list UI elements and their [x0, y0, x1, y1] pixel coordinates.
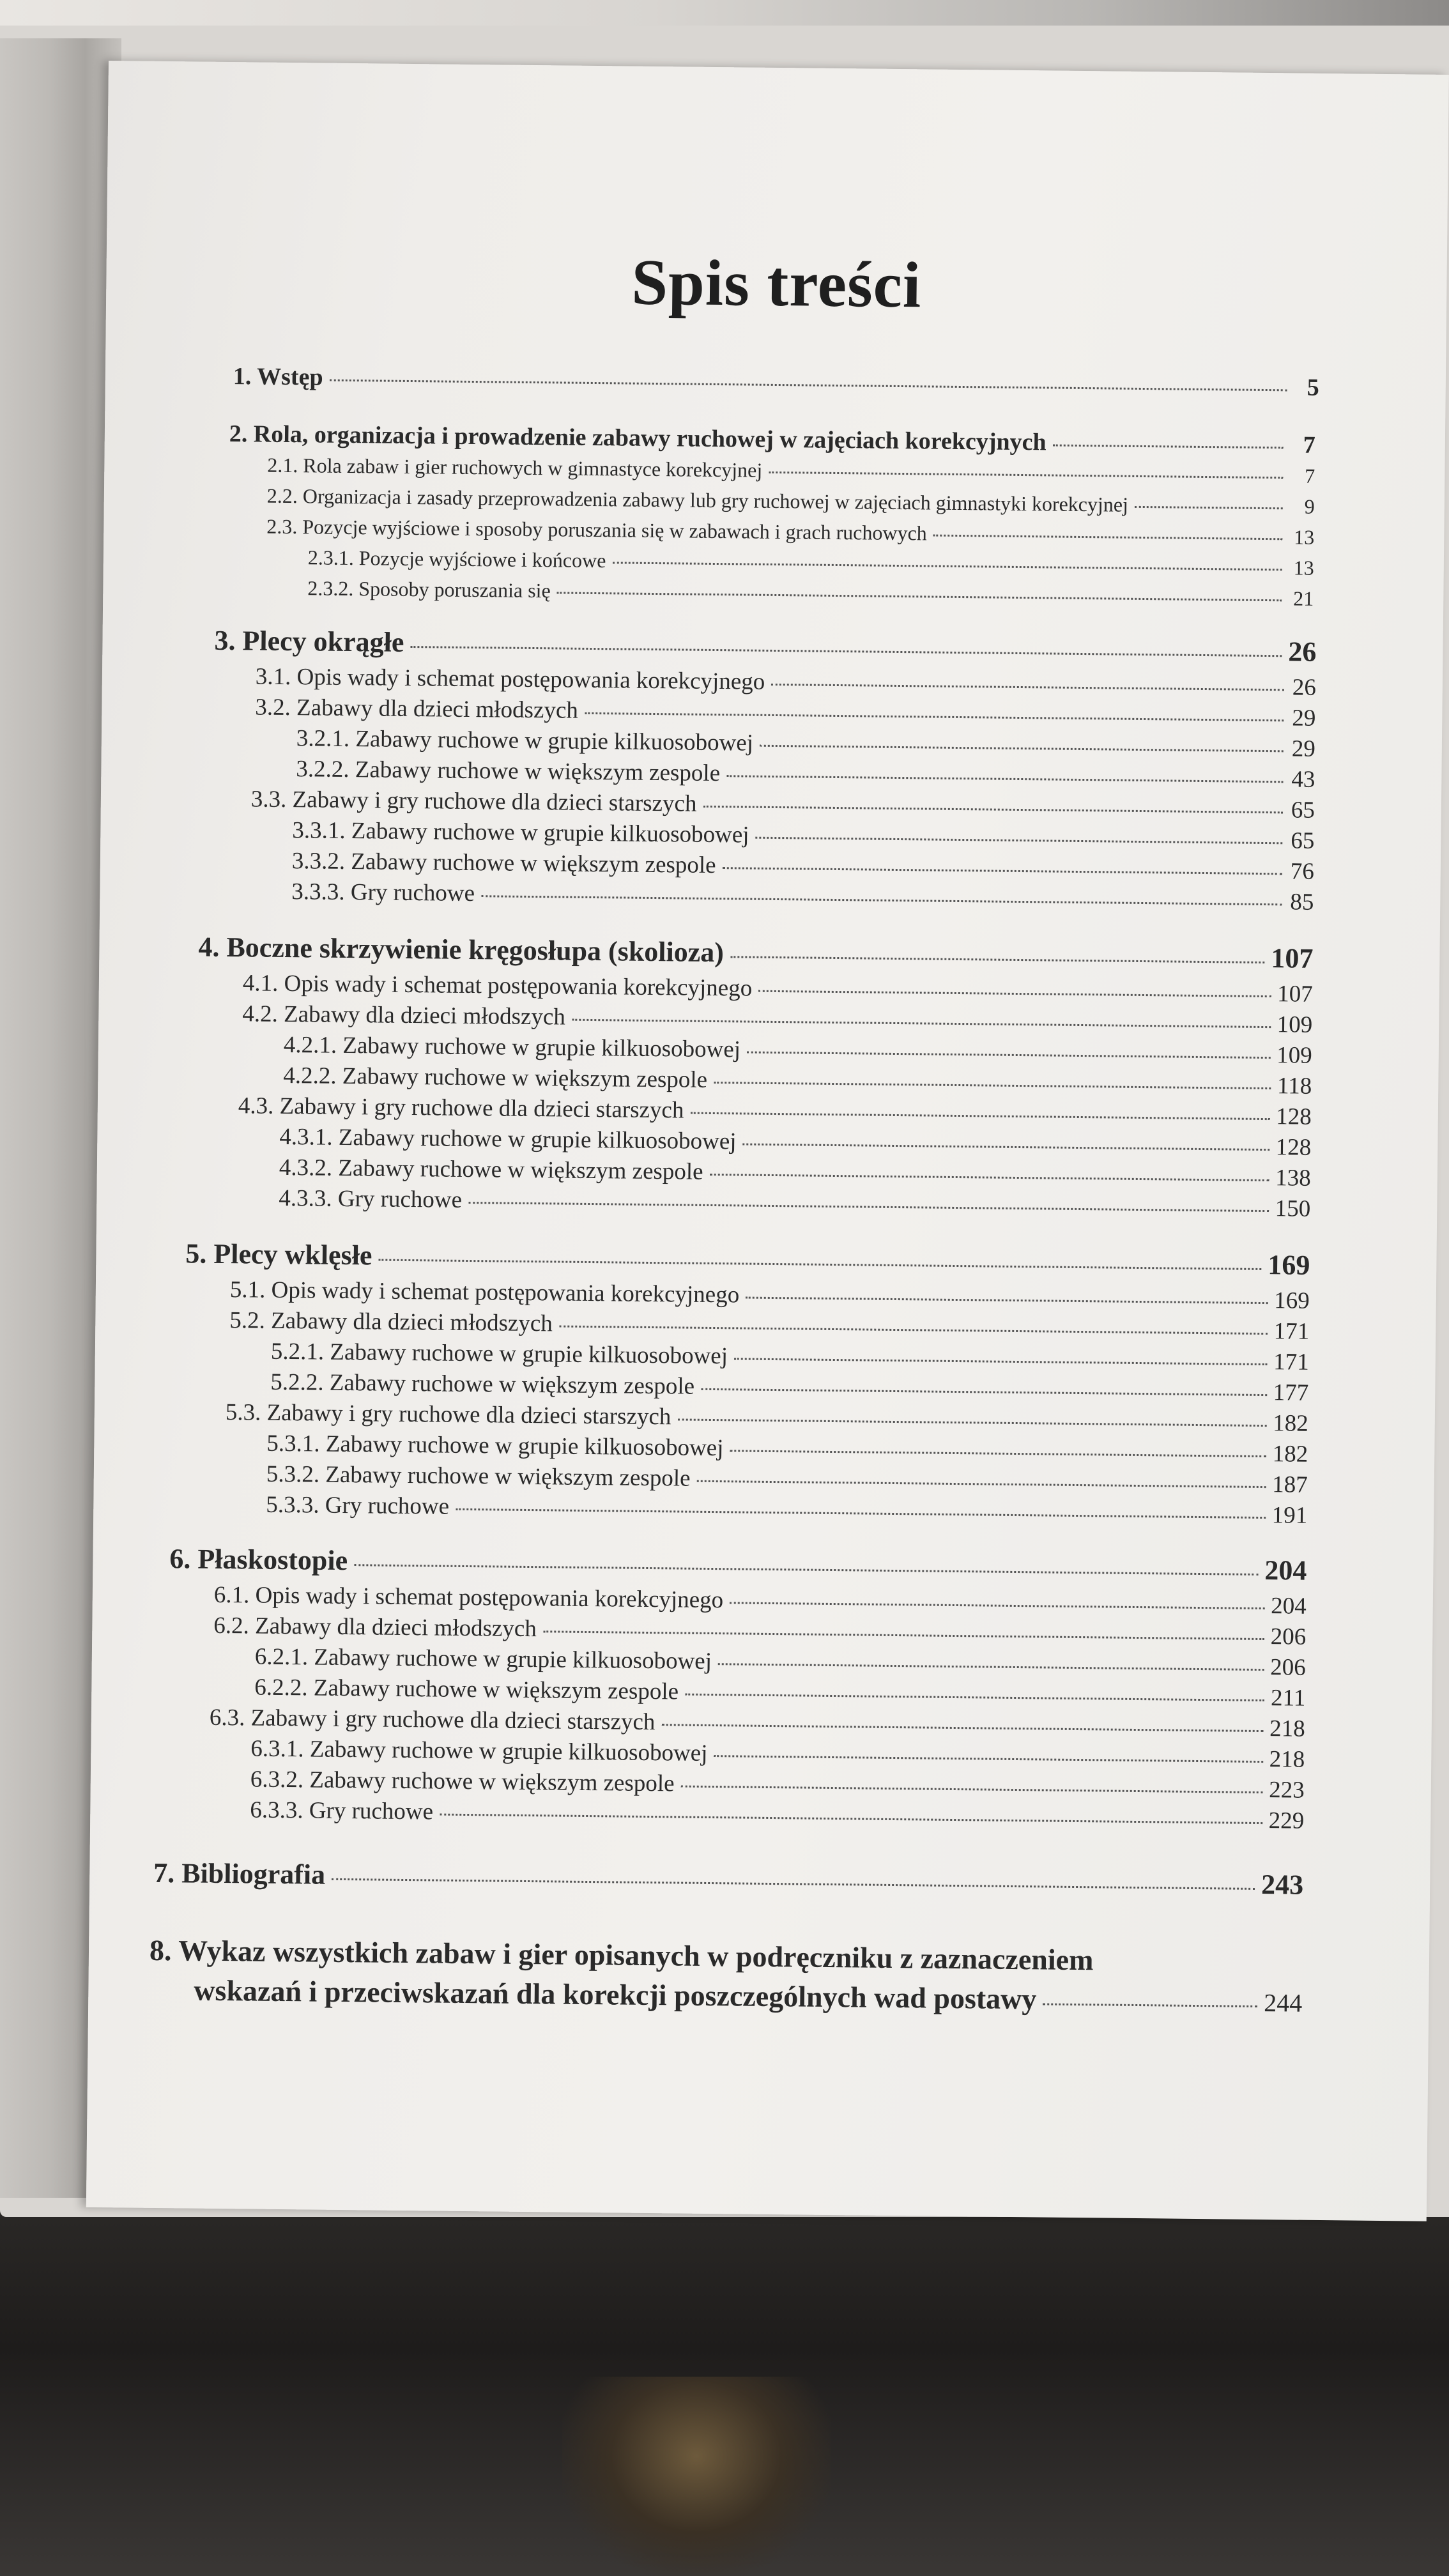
dot-leader [718, 1663, 1264, 1671]
toc-entry-1 [233, 362, 1319, 402]
entry-label: 5.3. Zabawy i gry ruchowe dla dzieci starszych [225, 1399, 671, 1430]
entry-label: 2.3.1. Pozycje wyjściowe i końcowe [307, 546, 606, 572]
dot-leader [680, 1786, 1262, 1794]
entry-page: 177 [1273, 1379, 1309, 1406]
dot-leader [585, 712, 1284, 721]
entry-label: 6. Płaskostopie [169, 1543, 348, 1577]
entry-label: 4. Boczne skrzywienie kręgosłupa (skolioza) [198, 931, 724, 969]
dot-leader [730, 956, 1264, 963]
entry-page: 13 [1294, 525, 1315, 549]
entry-label: 3.2.2. Zabawy ruchowe w większym zespole [296, 756, 721, 787]
entry-label: 6.3. Zabawy i gry ruchowe dla dzieci starszych [209, 1704, 656, 1736]
page-title: Spis treści [631, 246, 922, 322]
dot-leader [703, 806, 1282, 814]
book-page [86, 61, 1449, 2221]
entry-page: 171 [1273, 1349, 1309, 1376]
dot-leader [330, 379, 1287, 392]
toc-entry-2 [229, 420, 1315, 459]
entry-label: 4.1. Opis wady i schemat postępowania korekcyjnego [242, 970, 753, 1002]
dot-leader [661, 1724, 1263, 1732]
entry-page: 13 [1293, 556, 1314, 579]
entry-label: 5.2. Zabawy dla dzieci młodszych [229, 1307, 553, 1337]
entry-page: 206 [1270, 1654, 1306, 1681]
dot-leader [410, 646, 1282, 657]
entry-page: 76 [1290, 858, 1315, 885]
entry-page: 7 [1305, 464, 1315, 487]
dot-leader [332, 1878, 1255, 1890]
entry-page: 107 [1277, 981, 1314, 1008]
entry-page: 107 [1271, 942, 1314, 974]
dot-leader [758, 990, 1271, 997]
entry-label: 6.3.2. Zabawy ruchowe w większym zespole [250, 1766, 675, 1797]
dot-leader [612, 562, 1282, 571]
entry-page: 244 [1264, 1988, 1303, 2018]
entry-label: 2.3. Pozycje wyjściowe i sposoby poruszania się w zabawach i grach ruchowych [266, 514, 927, 545]
toc-entry-2-3-2 [307, 576, 1314, 610]
entry-label: 4.3.3. Gry ruchowe [279, 1184, 463, 1213]
entry-page: 169 [1274, 1287, 1310, 1314]
dot-leader [734, 1358, 1267, 1365]
entry-label: 3.2. Zabawy dla dzieci młodszych [255, 694, 579, 724]
dot-leader [710, 1174, 1269, 1181]
entry-page: 43 [1291, 766, 1315, 793]
entry-label: 5. Plecy wklęsłe [185, 1238, 372, 1271]
entry-label: 5.3.1. Zabawy ruchowe w grupie kilkuosobowej [266, 1430, 724, 1462]
entry-label: 2.1. Rola zabaw i gier ruchowych w gimnastyce korekcyjnej [267, 453, 763, 482]
dot-leader [723, 867, 1282, 875]
entry-label: 4.2. Zabawy dla dzieci młodszych [242, 1000, 566, 1031]
entry-label: 6.3.3. Gry ruchowe [250, 1797, 434, 1825]
dot-leader [468, 1202, 1269, 1212]
entry-page: 109 [1276, 1042, 1313, 1069]
toc-entry-2-1 [267, 454, 1315, 488]
dot-leader [747, 1052, 1270, 1059]
dot-leader [1135, 506, 1283, 509]
dot-leader [378, 1259, 1261, 1270]
entry-page: 128 [1275, 1134, 1312, 1161]
dot-leader [714, 1082, 1271, 1089]
desk-light-reflection [562, 2377, 831, 2576]
toc-entry-5 [185, 1237, 1310, 1281]
entry-label: 6.1. Opis wady i schemat postępowania korekcyjnego [213, 1581, 724, 1614]
entry-label: 6.2. Zabawy dla dzieci młodszych [213, 1612, 537, 1643]
entry-label: 3.2.1. Zabawy ruchowe w grupie kilkuosobowej [296, 725, 754, 756]
dot-leader [730, 1450, 1266, 1457]
entry-label: 5.3.2. Zabawy ruchowe w większym zespole [266, 1460, 691, 1492]
entry-page: 26 [1288, 636, 1317, 668]
entry-page: 211 [1270, 1685, 1306, 1712]
entry-label: 5.2.1. Zabawy ruchowe w grupie kilkuosobowej [270, 1338, 728, 1370]
dot-leader [690, 1112, 1269, 1120]
entry-page: 85 [1290, 889, 1314, 916]
dot-leader [559, 1325, 1268, 1335]
dot-leader [760, 745, 1284, 753]
toc-entry-3 [214, 624, 1316, 668]
dot-leader [1043, 2003, 1257, 2007]
entry-label: 3.3.2. Zabawy ruchowe w większym zespole [291, 848, 716, 879]
entry-page: 187 [1272, 1471, 1308, 1498]
entry-label: 6.3.1. Zabawy ruchowe w grupie kilkuosobowej [250, 1735, 708, 1767]
dot-leader [572, 1019, 1271, 1028]
entry-label: 4.3. Zabawy i gry ruchowe dla dzieci starszych [238, 1092, 684, 1124]
entry-page: 65 [1291, 827, 1315, 854]
dot-leader [1053, 445, 1284, 449]
entry-page: 109 [1276, 1011, 1313, 1038]
toc-entry-8-line1: 8. Wykaz wszystkich zabaw i gier opisanych w podręczniku z zaznaczeniem [149, 1933, 1094, 1977]
entry-page: 5 [1307, 374, 1319, 401]
entry-page: 9 [1304, 494, 1315, 518]
entry-page: 223 [1269, 1777, 1305, 1804]
entry-page: 171 [1273, 1318, 1310, 1345]
dot-leader [440, 1814, 1262, 1824]
entry-label: 5.1. Opis wady i schemat postępowania korekcyjnego [229, 1276, 740, 1308]
entry-page: 138 [1275, 1165, 1311, 1192]
dot-leader [697, 1480, 1266, 1488]
entry-label: 3.1. Opis wady i schemat postępowania korekcyjnego [255, 663, 765, 695]
dot-leader [933, 535, 1283, 540]
entry-label: 3.3. Zabawy i gry ruchowe dla dzieci starszych [250, 786, 697, 817]
dot-leader [456, 1508, 1266, 1519]
toc-entry-7 [153, 1857, 1303, 1901]
dot-leader [701, 1388, 1267, 1396]
entry-page: 229 [1268, 1807, 1305, 1834]
entry-page: 128 [1276, 1103, 1312, 1130]
entry-label: 7. Bibliografia [153, 1857, 326, 1890]
entry-page: 191 [1271, 1502, 1308, 1529]
dot-leader [481, 895, 1282, 905]
entry-page: 243 [1261, 1869, 1304, 1901]
entry-label: 4.2.2. Zabawy ruchowe w większym zespole [283, 1062, 708, 1093]
toc-entry-2-3 [266, 515, 1314, 549]
entry-page: 182 [1272, 1441, 1308, 1468]
entry-label: 6.2.2. Zabawy ruchowe w większym zespole [254, 1674, 679, 1705]
entry-page: 118 [1276, 1073, 1312, 1100]
entry-label: 5.2.2. Zabawy ruchowe w większym zespole [270, 1368, 695, 1400]
dot-leader [685, 1694, 1264, 1701]
entry-label: 4.3.1. Zabawy ruchowe w grupie kilkuosobowej [279, 1123, 737, 1155]
entry-label: 2.2. Organizacja i zasady przeprowadzenia zabawy lub gry ruchowej w zajęciach gimnastyki korekcyjnej [266, 484, 1129, 516]
entry-page: 7 [1303, 431, 1316, 459]
table-of-contents [86, 61, 1449, 2221]
dot-leader [714, 1755, 1262, 1763]
entry-page: 29 [1292, 705, 1316, 732]
dot-leader [755, 837, 1282, 845]
entry-page: 29 [1291, 735, 1316, 762]
entry-page: 204 [1271, 1593, 1307, 1620]
entry-label: 5.3.3. Gry ruchowe [266, 1491, 450, 1520]
dot-leader [677, 1418, 1266, 1427]
entry-page: 150 [1275, 1195, 1311, 1222]
entry-label: 3. Plecy okrągłe [214, 624, 404, 658]
entry-label: 6.2.1. Zabawy ruchowe w grupie kilkuosobowej [254, 1643, 712, 1675]
entry-label: 2.3.2. Sposoby poruszania się [307, 576, 551, 602]
entry-label: 2. Rola, organizacja i prowadzenie zabawy ruchowej w zajęciach korekcyjnych [229, 420, 1046, 456]
toc-entry-4 [198, 931, 1313, 975]
dot-leader [557, 592, 1282, 601]
entry-page: 169 [1268, 1249, 1310, 1281]
dot-leader [730, 1602, 1264, 1609]
dot-leader [746, 1297, 1268, 1305]
entry-page: 218 [1269, 1715, 1305, 1742]
toc-entry-2-3-1 [308, 546, 1314, 579]
dot-leader [726, 775, 1283, 783]
dot-leader [742, 1143, 1269, 1151]
entry-label: 4.3.2. Zabawy ruchowe w większym zespole [279, 1154, 703, 1185]
entry-label: 4.2.1. Zabawy ruchowe w grupie kilkuosobowej [283, 1031, 741, 1063]
entry-label: 3.3.3. Gry ruchowe [291, 878, 475, 907]
toc-entry-2-2 [267, 484, 1315, 519]
dot-leader [769, 471, 1283, 479]
dot-leader [543, 1630, 1264, 1640]
entry-label: 3.3.1. Zabawy ruchowe w grupie kilkuosobowej [292, 817, 749, 848]
entry-label: 1. Wstęp [233, 363, 323, 391]
toc-entry-8-line2 [194, 1974, 1302, 2019]
entry-page: 218 [1269, 1746, 1305, 1773]
entry-page: 204 [1264, 1554, 1307, 1586]
entry-page: 21 [1293, 586, 1314, 610]
dot-leader [354, 1564, 1258, 1575]
entry-label: wskazań i przeciwskazań dla korekcji poszczególnych wad postawy [194, 1974, 1037, 2016]
entry-page: 26 [1292, 674, 1317, 701]
entry-page: 206 [1270, 1623, 1307, 1650]
entry-page: 65 [1291, 797, 1315, 824]
toc-entry-6 [169, 1542, 1307, 1587]
dot-leader [771, 684, 1284, 691]
entry-page: 182 [1273, 1410, 1308, 1437]
